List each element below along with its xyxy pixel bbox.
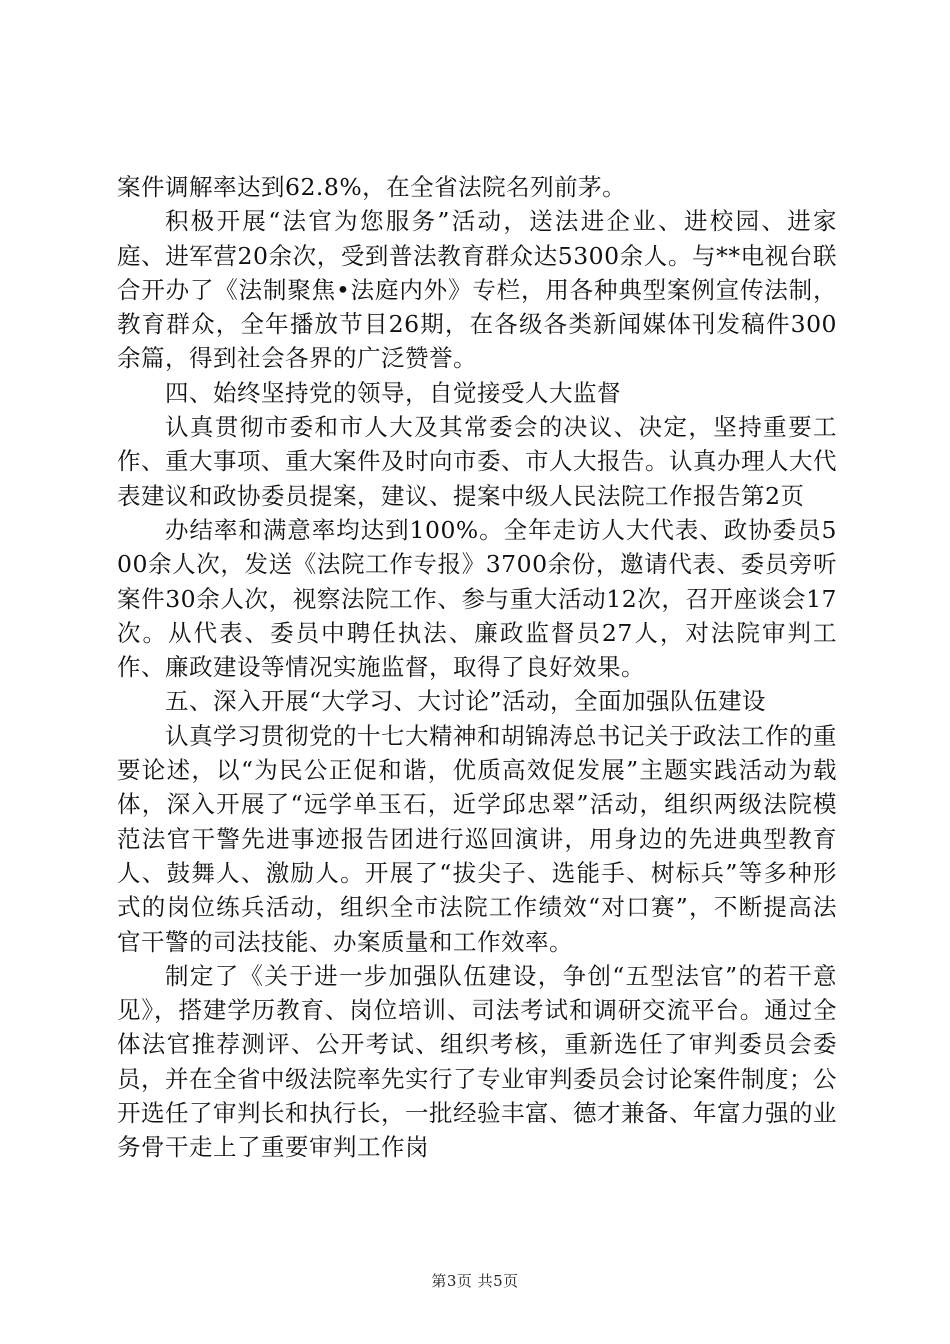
paragraph-3: 认真贯彻市委和市人大及其常委会的决议、决定，坚持重要工作、重大事项、重大案件及时向市委、市人大报告。认真办理人大代表建议和政协委员提案，建议、提案中级人民法院工作报告第2页 (117, 413, 837, 510)
page-footer (0, 1270, 950, 1291)
paragraph-1: 案件调解率达到62.8%，在全省法院名列前茅。 (117, 173, 627, 201)
section-heading-4: 四、始终坚持党的领导，自觉接受人大监督 (165, 378, 621, 407)
paragraph-5: 认真学习贯彻党的十七大精神和胡锦涛总书记关于政法工作的重要论述，以“为民公正促和谐，优质高效促发展”主题实践活动为载体，深入开展了“远学单玉石，近学邱忠翠”活动，组织两级法院模范法官干警先进事迹报告团进行巡回演讲，用身边的先进典型教育人、鼓舞人、激励人。开展了“拔尖子、选能手、树标兵”等多种形式的岗位练兵活动，组织全市法院工作绩效“对口赛”，不断提高法官干警的司法技能、办案质量和工作效率。 (117, 721, 837, 956)
section-heading-5: 五、深入开展“大学习、大讨论”活动，全面加强队伍建设 (165, 687, 767, 716)
paragraph-6: 制定了《关于进一步加强队伍建设，争创“五型法官”的若干意见》，搭建学历教育、岗位培训、司法考试和调研交流平台。通过全体法官推荐测评、公开考试、组织考核，重新选任了审判委员会委员，并在全省中级法院率先实行了专业审判委员会讨论案件制度；公开选任了审判长和执行长，一批经验丰富、德才兼备、年富力强的业务骨干走上了重要审判工作岗 (117, 961, 837, 1162)
document-body (117, 170, 837, 1165)
page-number-label: 第3页 共5页 (431, 1272, 519, 1290)
paragraph-2: 积极开展“法官为您服务”活动，送法进企业、进校园、进家庭、进军营20余次，受到普法教育群众达5300余人。与**电视台联合开办了《法制聚焦•法庭内外》专栏，用各种典型案例宣传法制，教育群众，全年播放节目26期，在各级各类新闻媒体刊发稿件300余篇，得到社会各界的广泛赞誉。 (117, 207, 837, 373)
paragraph-4: 办结率和满意率均达到100%。全年走访人大代表、政协委员500余人次，发送《法院工作专报》3700余份，邀请代表、委员旁听案件30余人次，视察法院工作、参与重大活动12次，召开座谈会17次。从代表、委员中聘任执法、廉政监督员27人，对法院审判工作、廉政建设等情况实施监督，取得了良好效果。 (117, 515, 837, 682)
